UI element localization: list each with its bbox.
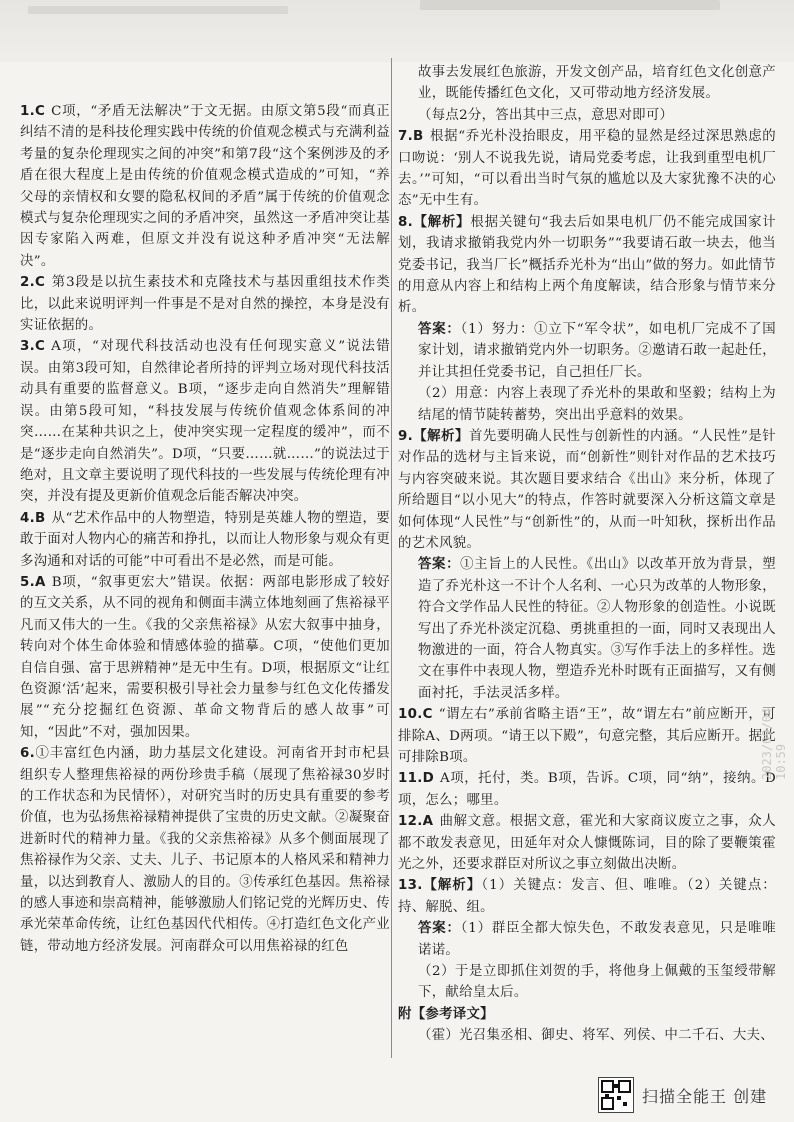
answer-item xyxy=(398,875,776,918)
column-divider xyxy=(391,58,392,1058)
answer-block xyxy=(398,554,776,704)
answer-item xyxy=(398,126,776,212)
explanation-text: C项，“矛盾无法解决”于文无据。由原文第5段“而真正纠结不清的是科技伦理实践中传统的价值观念模式与充满利益考量的复杂伦理现实之间的冲突”和第7段“这个案例涉及的矛盾在很大程度上是由传统的价值观念模式造成的”可知，“养父母的亲情权和女婴的隐私权间的矛盾”属于传统的价值观念模式与复杂伦理现实之间的矛盾冲突，虽然这一矛盾冲突让基因专家陷入两难，但原文并没有说这种矛盾冲突“无法解决”。 xyxy=(20,104,390,269)
explanation-text: （1）关键点：发言、但、唯唯。（2）关键点：持、解脱、组。 xyxy=(398,878,776,915)
answer-text: （1）群臣全都大惊失色，不敢发表意见，只是唯唯诺诺。 xyxy=(418,921,776,958)
continued-text: 故事去发展红色旅游，开发文创产品，培育红色文化创意产业，既能传播红色文化，又可带动地方经济发展。 xyxy=(418,65,776,102)
qr-code-icon xyxy=(598,1077,634,1113)
explanation-text: 第3段是以抗生素技术和克隆技术与基因重组技术作类比，以此来说明评判一件事是不是对自然的操控，本身是没有实证依据的。 xyxy=(20,275,390,334)
answer-item xyxy=(20,336,390,507)
answer-letter: A xyxy=(422,814,434,830)
answer-label: 答案： xyxy=(418,556,461,573)
answer-item xyxy=(398,426,776,554)
explanation-text: A项，托付，类。B项，告诉。C项，同“纳”，接纳。D项，怎么；哪里。 xyxy=(398,771,776,808)
brand-text: 扫描全能王 创建 xyxy=(642,1086,768,1106)
right-answer-column xyxy=(398,62,776,1066)
explanation-text: 根据“乔光朴没抬眼皮，用平稳的显然是经过深思熟虑的口吻说：‘别人不说我先说，请局党委考虑，让我到重型电机厂去。’”可知，“可以看出当时气氛的尴尬以及大家犹豫不决的心态”无中生有。 xyxy=(398,129,776,209)
answer-letter: C xyxy=(35,104,46,119)
question-number: 10. xyxy=(398,707,423,723)
explanation-text: 从“艺术作品中的人物塑造，特别是英雄人物的塑造，要敢于面对人物内心的痛苦和挣扎，以而让人物形象与观众有更多沟通和对话的可能”中可看出不是必然，而是可能。 xyxy=(20,510,390,569)
question-number: 2. xyxy=(20,275,36,291)
explanation-text: 曲解文意。根据文意，霍光和大家商议废立之事，众人都不敢发表意见，田延年对众人慷慨陈词，目的除了要鞭策霍光之外，还要求群臣对所议之事立刻做出决断。 xyxy=(398,814,776,873)
answer-item xyxy=(398,212,776,319)
answer-letter: C xyxy=(35,339,46,355)
answer-item xyxy=(398,811,776,875)
answer-label: 答案： xyxy=(418,320,461,337)
left-answer-column xyxy=(20,101,390,1061)
explanation-text: ①丰富红色内涵，助力基层文化建设。河南省开封市杞县组织专人整理焦裕禄的两份珍贵手稿（展现了焦裕禄30岁时的工作状态和为民情怀），对研究当时的历史具有重要的参考价值，也为弘扬焦裕禄精神提供了宝贵的历史文献。②凝聚奋进新时代的精神力量。《我的父亲焦裕禄》从多个侧面展现了焦裕禄作为父亲、丈夫、儿子、书记原本的人格风采和精神力量，以达到教育人、激励人的目的。③传承红色基因。焦裕禄的感人事迹和崇高精神，能够激励人们铭记党的光辉历史、传承光荣革命传统，让红色基因代代相传。④打造红色文化产业链，带动地方经济发展。河南群众可以用焦裕禄的红色 xyxy=(20,746,390,954)
explanation-text: “谓左右”承前省略主语“王”，故“谓左右”前应断开，可排除A、D两项。“请王以下殿”，句意完整，其后应断开。据此可排除B项。 xyxy=(398,707,776,765)
question-number: 6. xyxy=(20,746,36,762)
question-number: 11. xyxy=(398,771,423,787)
scoring-note: （每点2分，答出其中三点，意思对即可） xyxy=(418,107,674,123)
question-number: 7. xyxy=(398,129,414,145)
analysis-tag: 【解析】 xyxy=(413,427,469,444)
question-number: 4. xyxy=(20,510,36,526)
question-number: 12. xyxy=(398,814,423,830)
scanner-brand xyxy=(598,1077,767,1113)
answer-letter: C xyxy=(35,275,46,291)
answer-text: ①主旨上的人民性。《出山》以改革开放为背景，塑造了乔光朴这一不计个人名利、一心只为改革的人物形象，符合文学作品人民性的特征。②人物形象的创造性。小说既写出了乔光朴淡定沉稳、勇挑重担的一面，同时又表现出人物激进的一面，符合人物真实。③写作手法上的多样性。选文在事件中表现人物，塑造乔光朴时既有正面描写，又有侧面衬托，手法灵活多样。 xyxy=(418,557,776,701)
answer-letter: C xyxy=(422,707,433,723)
question-number: 5. xyxy=(20,574,36,590)
explanation-text: B项，“叙事更宏大”错误。依据：两部电影形成了较好的互文关系，从不同的视角和侧面丰满立体地刻画了焦裕禄平凡而又伟大的一生。《我的父亲焦裕禄》从宏大叙事中抽身，转向对个体生命体验和情感体验的描摹。C项，“使他们更加自信自强、富于思辨精神”是无中生有。D项，根据原文“让红色资源‘活’起来，需要积极引导社会力量参与红色文化传播发展”“充分挖掘红色资源、革命文物背后的感人故事”可知，“因此”不对，强加因果。 xyxy=(20,574,390,740)
answer-letter: B xyxy=(35,510,46,526)
question-number: 13. xyxy=(398,878,423,894)
answer-letter: A xyxy=(35,574,46,590)
answer-item xyxy=(20,508,390,572)
answer-item xyxy=(398,768,776,811)
answer-block xyxy=(398,918,776,961)
answer-letter: D xyxy=(422,771,435,787)
scan-timestamp-watermark: 2023/09/04 10:59 xyxy=(760,707,788,780)
paragraph-text: （2）用意：内容上表现了乔光朴的果敢和坚毅；结构上为结尾的情节陡转蓄势，突出出乎意料的效果。 xyxy=(418,386,776,423)
faded-header-text xyxy=(28,6,288,14)
answer-item xyxy=(20,272,390,336)
answer-item xyxy=(20,572,390,743)
question-number: 1. xyxy=(20,104,36,119)
answer-item xyxy=(20,101,390,272)
explanation-text: 首先要明确人民性与创新性的内涵。“人民性”是针对作品的选材与主旨来说，而“创新性”则针对作品的艺术技巧与内容突破来说。其次题目要求结合《出山》来分析，体现了所给题目“以小见大”的特点，作答时就要深入分析这篇文章是如何体现“人民性”与“创新性”的，从而一叶知秋，探析出作品的艺术风貌。 xyxy=(398,428,776,551)
analysis-tag: 【解析】 xyxy=(413,213,471,230)
paragraph-text: （2）于是立即抓住刘贺的手，将他身上佩戴的玉玺绶带解下，献给皇太后。 xyxy=(418,964,776,1001)
reference-translation-heading: 附【参考译文】 xyxy=(398,1005,494,1022)
answer-letter: B xyxy=(413,129,424,145)
answer-item xyxy=(20,743,390,957)
explanation-text: A项，“对现代科技活动也没有任何现实意义”说法错误。由第3段可知，自然律论者所持的评判立场对现代科技活动具有重要的监督意义。B项，“逐步走向自然消失”理解错误。由第5段可知，“科技发展与传统价值观念体系间的冲突……在某种共识之上，使冲突实现一定程度的缓冲”，而不是“逐步走向自然消失”。D项，“只要……就……”的说法过于绝对，且文章主要说明了现代科技的一些发展与传统伦理有冲突，并没有提及更新价值观念后能否解决冲突。 xyxy=(20,339,390,505)
answer-text: （1）努力：①立下“军令状”，如电机厂完成不了国家计划，请求撤销党内外一切职务。②邀请石敢一起赴任，并让其担任党委书记，自己担任厂长。 xyxy=(418,321,776,380)
analysis-tag: 【解析】 xyxy=(422,877,482,894)
question-number: 3. xyxy=(20,339,36,355)
explanation-text: 根据关键句“我去后如果电机厂仍不能完成国家计划，我请求撤销我党内外一切职务”“我要请石敢一块去，他当党委书记，我当厂长”概括乔光朴为“出山”做的努力。如此情节的用意从内容上和结构上两个角度解读，结合形象与情节来分析。 xyxy=(398,214,776,316)
question-number: 8. xyxy=(398,214,414,230)
paragraph-text: （霍）光召集丞相、御史、将军、列侯、中二千石、大夫、 xyxy=(418,1028,774,1044)
answer-label: 答案： xyxy=(418,920,461,937)
question-number: 9. xyxy=(398,428,414,444)
answer-item xyxy=(398,704,776,768)
scan-header-strip xyxy=(0,0,794,62)
answer-block xyxy=(398,319,776,383)
faded-header-text xyxy=(420,0,720,10)
